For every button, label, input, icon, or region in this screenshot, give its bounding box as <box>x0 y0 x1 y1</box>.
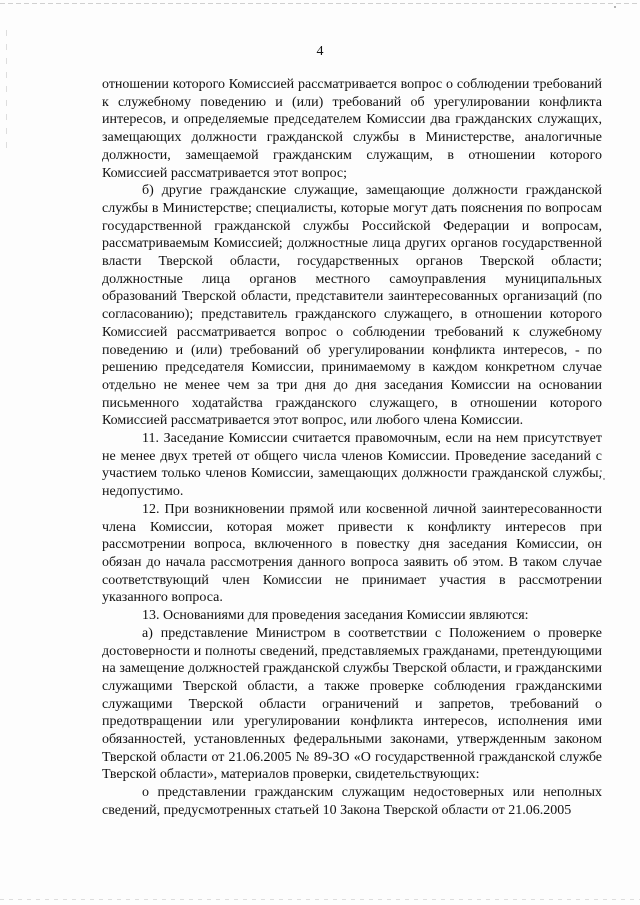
paragraph-clause-b: б) другие гражданские служащие, замещающие должности гражданской службы в Министерстве; специалисты, которые могут дать пояснения по вопросам государственной гражданской службы Российской Федерации и вопросам, рассматриваемым Комиссией; должностные лица других органов государственной власти Тверской области, государственных органов Тверской области; должностные лица органов местного самоуправления муниципальных образований Тверской области, представители заинтересованных организаций (по согласованию); представитель гражданского служащего, в отношении которого Комиссией рассматривается вопрос о соблюдении требований к служебному поведению и (или) требований об урегулировании конфликта интересов, - по решению председателя Комиссии, принимаемому в каждом конкретном случае отдельно не менее чем за три дня до дня заседания Комиссии на основании письменного ходатайства гражданского служащего, в отношении которого Комиссией рассматривается этот вопрос, или любого члена Комиссии. <box>102 183 602 429</box>
paragraph-section-13: 13. Основаниями для проведения заседания Комиссии являются: <box>142 608 529 624</box>
scan-edge-top <box>0 3 640 4</box>
scan-speck <box>614 6 616 8</box>
document-body <box>102 76 602 820</box>
paragraph-section-12: 12. При возникновении прямой или косвенной личной заинтересованности члена Комиссии, которая может привести к конфликту интересов при рассмотрении вопроса, включенного в повестку дня заседания Комиссии, он обязан до начала рассмотрения данного вопроса заявить об этом. В таком случае соответствующий член Комиссии не принимает участия в рассмотрении указанного вопроса. <box>102 501 602 606</box>
paragraph-section-11: 11. Заседание Комиссии считается правомочным, если на нем присутствует не менее двух третей от общего числа членов Комиссии. Проведение заседаний с участием только членов Комиссии, замещающих должности гражданской службы, недопустимо. <box>102 431 602 500</box>
paragraph-section-13-a-1: о представлении гражданским служащим недостоверных или неполных сведений, предусмотренных статьей 10 Закона Тверской области от 21.06.2005 <box>102 785 602 818</box>
paragraph-continuation: отношении которого Комиссией рассматривается вопрос о соблюдении требований к служебному поведению и (или) требований об урегулировании конфликта интересов, и определяемые председателем Комиссии два гражданских служащих, замещающих должности гражданской службы в Министерстве, аналогичные должности, замещаемой гражданским служащим, в отношении которого Комиссией рассматривается этот вопрос; <box>102 77 602 181</box>
scan-speck <box>603 478 605 480</box>
scan-edge-bottom <box>0 899 640 900</box>
page-number: 4 <box>316 44 324 59</box>
paragraph-section-13-a: а) представление Министром в соответствии с Положением о проверке достоверности и полноты сведений, представляемых гражданами, претендующими на замещение должностей гражданской службы Тверской области, и гражданскими служащими Тверской области, а также проверке соблюдения гражданскими служащими Тверской области ограничений и запретов, требований о предотвращении или урегулировании конфликта интересов, исполнения ими обязанностей, установленных федеральными законами, утвержденным законом Тверской области от 21.06.2005 № 89-ЗО «О государственной гражданской службе Тверской области», материалов проверки, свидетельствующих: <box>102 625 602 783</box>
